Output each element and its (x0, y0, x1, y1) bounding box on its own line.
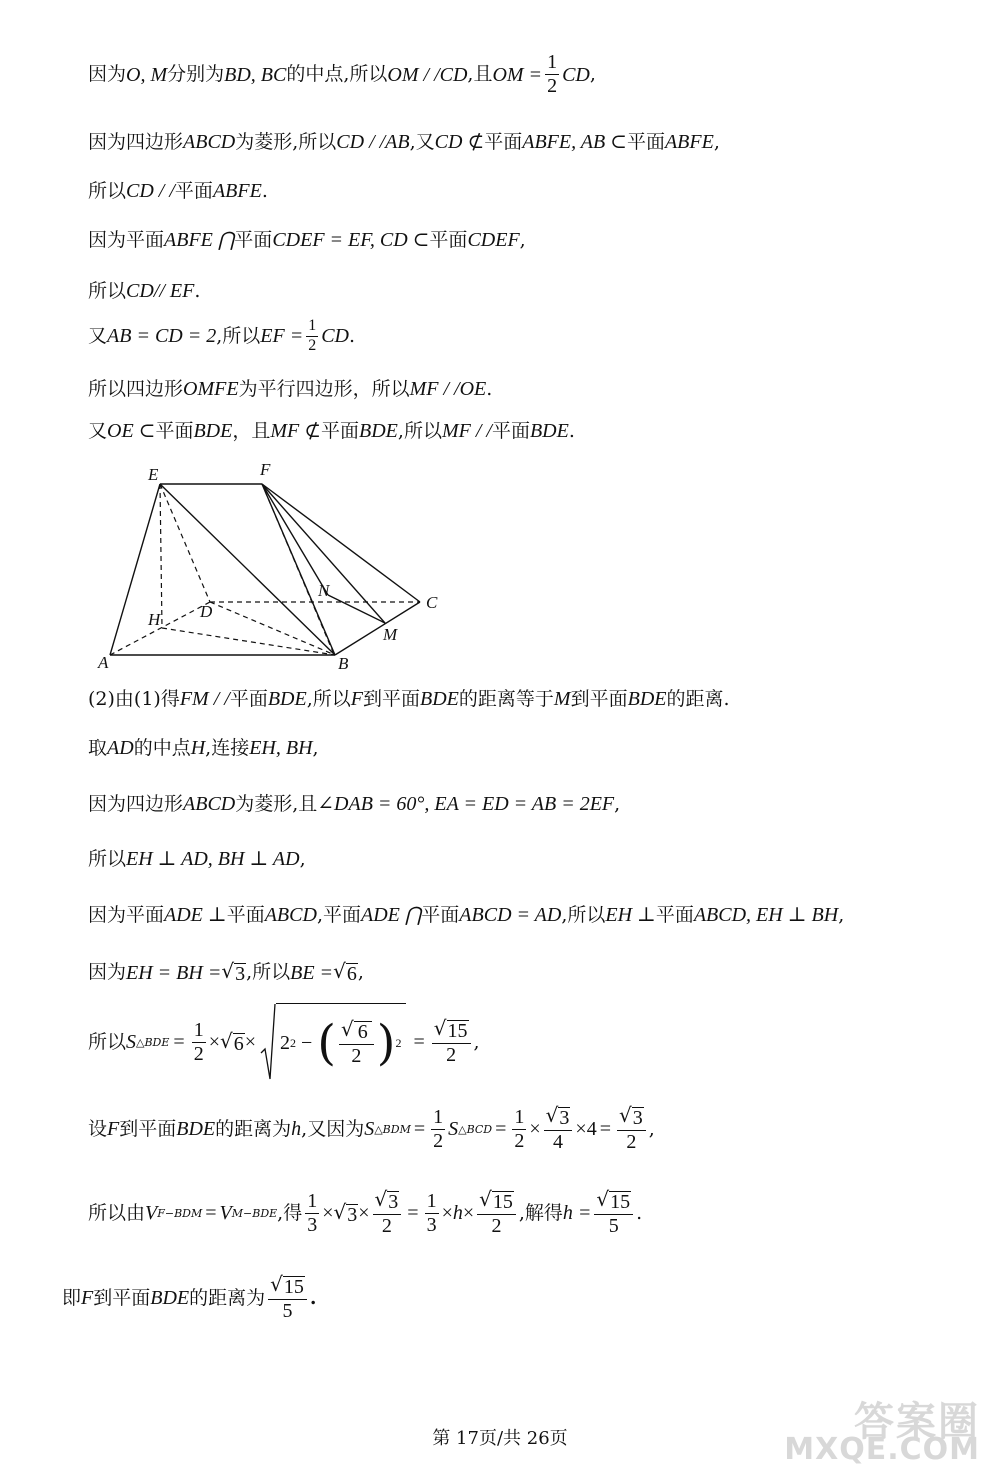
big-sqrt: 2 2 − ( √ 6 2 ) 2 (260, 1003, 406, 1081)
fraction: $\frac{1}{3}$ (426, 1189, 437, 1236)
fraction: √ 6 2 (339, 1019, 374, 1067)
page-number: 第 17页/共 26页 (432, 1428, 568, 1449)
text-line-11: 因为四边形 ABCD 为菱形,且 ∠DAB = 60°, EA = ED = AB = 2EF , (88, 792, 621, 815)
fraction: √ 3 2 (373, 1189, 402, 1237)
fraction: √ 15 5 (594, 1189, 633, 1237)
edge-ED (160, 484, 210, 602)
sqrt: √ 6 (219, 1028, 244, 1055)
text-line-3: 所以 CD / / 平面 ABFE . (88, 179, 268, 202)
watermark-top: 答案圈 (854, 1399, 980, 1445)
text-line-18: 即 F 到平面 BDE 的距离为 √ 15 5 . (62, 1272, 317, 1322)
fraction: $\frac{1}{2}$ (193, 1018, 204, 1065)
sqrt: √ 6 (333, 959, 357, 985)
label-H: H (148, 610, 161, 629)
text-line-1: 因为 O, M 分别为 BD, BC 的中点,所以 OM / /CD ,且 OM = $\frac{1}{2}$ CD , (88, 51, 596, 97)
text-line-8: 又 OE ⊂ 平面 BDE ，且 MF ⊄ 平面 BDE ,所以 MF / / 平面 BDE . (88, 419, 575, 442)
fraction: $\frac{1}{2}$ (514, 1105, 525, 1152)
sqrt: √ 3 (333, 1199, 358, 1226)
edge-NM (328, 595, 385, 623)
edge-FC (262, 484, 420, 602)
watermark-bottom: MXQE.COM (784, 1432, 980, 1467)
fraction: √ 15 5 (268, 1274, 307, 1322)
sqrt: √ 3 (221, 959, 246, 985)
label-M: M (383, 625, 398, 644)
edge-EH (160, 484, 162, 628)
label-D: D (200, 602, 213, 621)
label-E: E (148, 465, 159, 484)
text-line-12: 所以 EH ⊥ AD, BH ⊥ AD , (88, 847, 306, 870)
geometry-figure (90, 455, 470, 675)
text-line-2: 因为四边形 ABCD 为菱形,所以 CD / /AB ,又 CD ⊄ 平面 ABFE, AB ⊂ 平面 ABFE , (88, 130, 720, 153)
text-line-16: 设 F 到平面 BDE 的距离为 h ,又因为 S △BDM = $\frac{1}{2}$ S △BCD = $\frac{1}{2}$ × √ 3 4 × 4 = √ 3 2 , (88, 1103, 655, 1153)
label-C: C (426, 593, 438, 612)
fraction: $\frac{1}{2}$ (433, 1105, 444, 1152)
text-line-7: 所以四边形 OMFE 为平行四边形，所以 MF / /OE . (88, 377, 493, 400)
text-line-4: 因为平面 ABFE ⋂ 平面 CDEF = EF, CD ⊂ 平面 CDEF , (88, 228, 526, 251)
fraction: √ 3 4 (544, 1105, 573, 1153)
text-line-17: 所以由 V F−BDM = V M−BDE ,得 $\frac{1}{3}$ × √ 3 × √ 3 2 = $\frac{1}{3}$ × h × √ 15 2 ,解得 h = √ 15 5 . (88, 1187, 643, 1237)
fraction: $\frac{1}{2}$ (308, 317, 317, 354)
fraction: $\frac{1}{3}$ (307, 1189, 318, 1236)
label-A: A (98, 653, 109, 672)
text-line-5: 所以 CD// EF . (88, 279, 201, 302)
edge-EB (160, 484, 335, 655)
label-F: F (260, 460, 271, 479)
fraction: √ 15 2 (477, 1189, 516, 1237)
edge-HB (162, 628, 335, 655)
text-line-15: 所以 S △BDE = $\frac{1}{2}$ × √ 6 × 2 2 − ( √ 6 2 ) 2 = √ 15 2 , (88, 1002, 480, 1082)
text-line-10: 取 AD 的中点 H ,连接 EH, BH , (88, 736, 319, 759)
fraction: √ 3 2 (617, 1105, 646, 1153)
label-N: N (318, 581, 330, 600)
fraction: √ 15 2 (432, 1018, 471, 1066)
text-line-6: 又 AB = CD = 2 ,所以 EF = $\frac{1}{2}$ CD . (88, 317, 356, 354)
text-line-13: 因为平面 ADE ⊥ 平面 ABCD ,平面 ADE ⋂ 平面 ABCD = AD ,所以 EH ⊥ 平面 ABCD, EH ⊥ BH , (88, 903, 845, 926)
edge-BC (335, 602, 420, 655)
text-line-14: 因为 EH = BH = √ 3 ,所以 BE = √ 6 , (88, 959, 364, 985)
watermark (740, 1390, 980, 1466)
edge-EA (110, 484, 160, 655)
edge-FN (262, 484, 328, 595)
text-line-9: (2)由(1)得 FM / / 平面 BDE ,所以 F 到平面 BDE 的距离等于 M 到平面 BDE 的距离. (88, 687, 730, 710)
fraction: $\frac{1}{2}$ (547, 51, 558, 97)
label-B: B (338, 654, 349, 673)
